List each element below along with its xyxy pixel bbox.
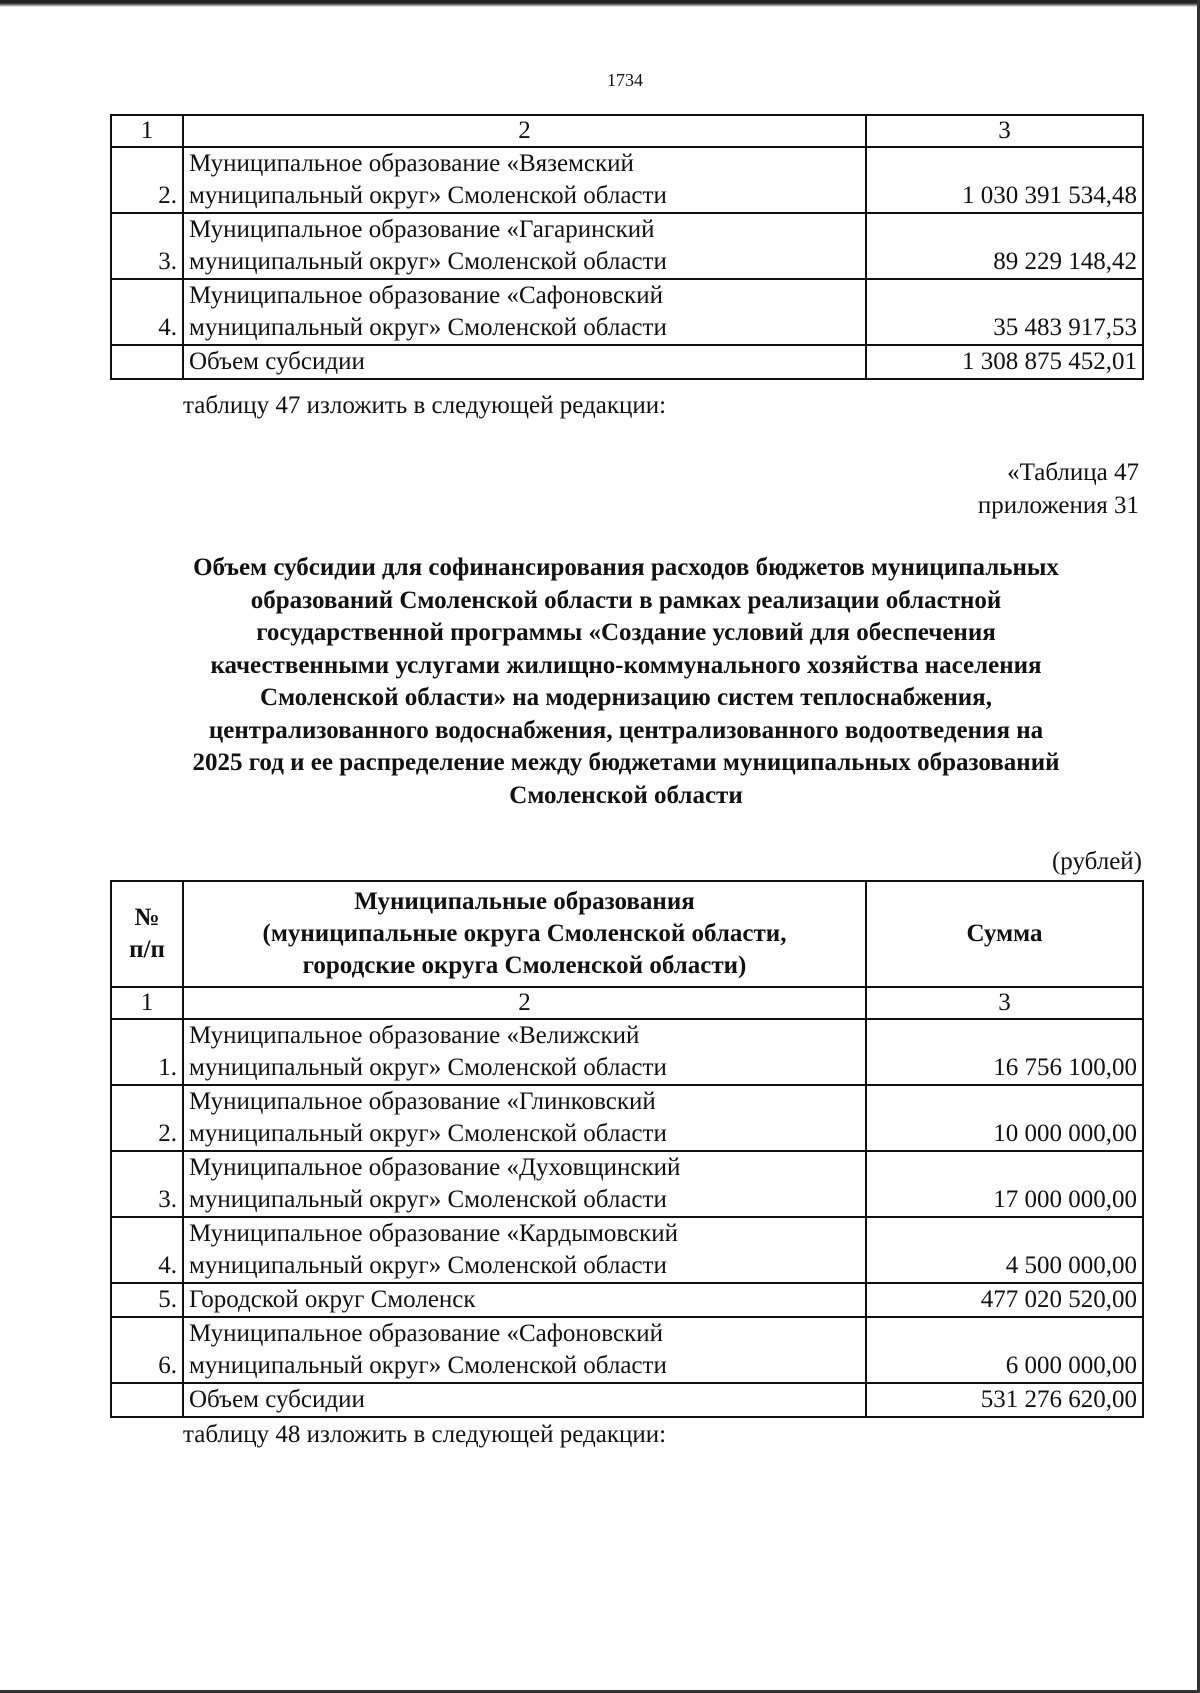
header-name	[183, 881, 866, 987]
name-line: муниципальный округ» Смоленской области	[189, 1186, 667, 1213]
municipality-name	[183, 1317, 866, 1383]
name-line: муниципальный округ» Смоленской области	[189, 248, 667, 275]
name-line: Муниципальное образование «Вяземский	[189, 150, 634, 177]
header-sum: Сумма	[866, 881, 1143, 987]
title-line: Смоленской области» на модернизацию систем теплоснабжения,	[260, 684, 992, 711]
title-line: 2025 год и ее распределение между бюджетами муниципальных образований	[192, 749, 1060, 776]
amount: 6 000 000,00	[866, 1317, 1143, 1383]
name-line: Муниципальное образование «Сафоновский	[189, 282, 663, 309]
row-number: 1.	[111, 1019, 183, 1085]
header-line: п/п	[129, 936, 165, 963]
municipality-name	[183, 213, 866, 279]
empty-cell	[111, 1383, 183, 1417]
name-line: муниципальный округ» Смоленской области	[189, 1352, 667, 1379]
page-number: 1734	[607, 70, 643, 90]
municipality-name	[183, 279, 866, 345]
header-line: №	[134, 904, 160, 931]
title-line: государственной программы «Создание условий для обеспечения	[256, 619, 996, 646]
column-number: 2	[183, 987, 866, 1019]
name-line: Муниципальное образование «Велижский	[189, 1022, 640, 1049]
row-number: 2.	[111, 147, 183, 213]
title-line: качественными услугами жилищно-коммунального хозяйства населения	[210, 651, 1042, 679]
name-line: Муниципальное образование «Гагаринский	[189, 216, 655, 243]
title-line: образований Смоленской области в рамках реализации областной	[250, 586, 1002, 614]
table-row	[111, 1019, 1143, 1085]
row-number: 4.	[111, 279, 183, 345]
municipality-name	[183, 147, 866, 213]
municipality-name	[183, 1217, 866, 1283]
name-line: Муниципальное образование «Глинковский	[189, 1088, 656, 1115]
table-row	[111, 1317, 1143, 1383]
amount: 16 756 100,00	[866, 1019, 1143, 1085]
title-line: централизованного водоснабжения, централизованного водоотведения на	[208, 716, 1044, 744]
amount: 10 000 000,00	[866, 1085, 1143, 1151]
row-number: 3.	[111, 1151, 183, 1217]
municipality-name	[183, 1019, 866, 1085]
header-line: (муниципальные округа Смоленской области,	[262, 920, 787, 947]
column-number: 2	[183, 115, 866, 147]
table-row	[111, 1085, 1143, 1151]
column-number: 3	[866, 115, 1143, 147]
table-row	[111, 213, 1143, 279]
table-row	[111, 147, 1143, 213]
name-line: муниципальный округ» Смоленской области	[189, 1054, 667, 1081]
name-line: муниципальный округ» Смоленской области	[189, 1120, 667, 1147]
header-line: Муниципальные образования	[354, 888, 695, 915]
amount: 17 000 000,00	[866, 1151, 1143, 1217]
municipality-name: Городской округ Смоленск	[183, 1283, 866, 1317]
municipality-name	[183, 1151, 866, 1217]
row-number: 3.	[111, 213, 183, 279]
amount: 4 500 000,00	[866, 1217, 1143, 1283]
name-line: Муниципальное образование «Сафоновский	[189, 1320, 663, 1347]
continued-table	[110, 114, 1144, 380]
total-label: Объем субсидии	[183, 1383, 866, 1417]
column-number: 1	[111, 987, 183, 1019]
amount: 89 229 148,42	[866, 213, 1143, 279]
row-number: 6.	[111, 1317, 183, 1383]
table-title	[110, 552, 1142, 812]
table-row	[111, 1283, 1143, 1317]
amount: 35 483 917,53	[866, 279, 1143, 345]
table-row	[111, 279, 1143, 345]
column-number-row	[111, 987, 1143, 1019]
name-line: Муниципальное образование «Кардымовский	[189, 1220, 679, 1247]
table-row	[111, 1217, 1143, 1283]
empty-cell	[111, 345, 183, 379]
column-number: 3	[866, 987, 1143, 1019]
total-row	[111, 1383, 1143, 1417]
name-line: муниципальный округ» Смоленской области	[189, 1252, 667, 1279]
column-number-row	[111, 115, 1143, 147]
column-number: 1	[111, 115, 183, 147]
table-row	[111, 1151, 1143, 1217]
table-47	[110, 880, 1144, 1418]
name-line: муниципальный округ» Смоленской области	[189, 314, 667, 341]
table-ref-line: «Таблица 47	[1007, 459, 1139, 486]
header-number	[111, 881, 183, 987]
municipality-name	[183, 1085, 866, 1151]
title-line: Смоленской области	[509, 781, 743, 809]
total-amount: 1 308 875 452,01	[866, 345, 1143, 379]
row-number: 5.	[111, 1283, 183, 1317]
table-ref-line: приложения 31	[977, 492, 1139, 519]
instruction-text: таблицу 47 изложить в следующей редакции:	[183, 392, 667, 419]
table-reference	[978, 456, 1139, 522]
name-line: Муниципальное образование «Духовщинский	[189, 1154, 681, 1181]
total-label: Объем субсидии	[183, 345, 866, 379]
scan-edge	[0, 0, 1200, 7]
units-label: (рублей)	[1051, 848, 1142, 875]
row-number: 4.	[111, 1217, 183, 1283]
header-line: городские округа Смоленской области)	[302, 952, 747, 979]
header-row	[111, 881, 1143, 987]
instruction-text: таблицу 48 изложить в следующей редакции:	[183, 1421, 667, 1448]
amount: 1 030 391 534,48	[866, 147, 1143, 213]
total-amount: 531 276 620,00	[866, 1383, 1143, 1417]
row-number: 2.	[111, 1085, 183, 1151]
amount: 477 020 520,00	[866, 1283, 1143, 1317]
title-line: Объем субсидии для софинансирования расходов бюджетов муниципальных	[193, 554, 1059, 581]
name-line: муниципальный округ» Смоленской области	[189, 182, 667, 209]
total-row	[111, 345, 1143, 379]
